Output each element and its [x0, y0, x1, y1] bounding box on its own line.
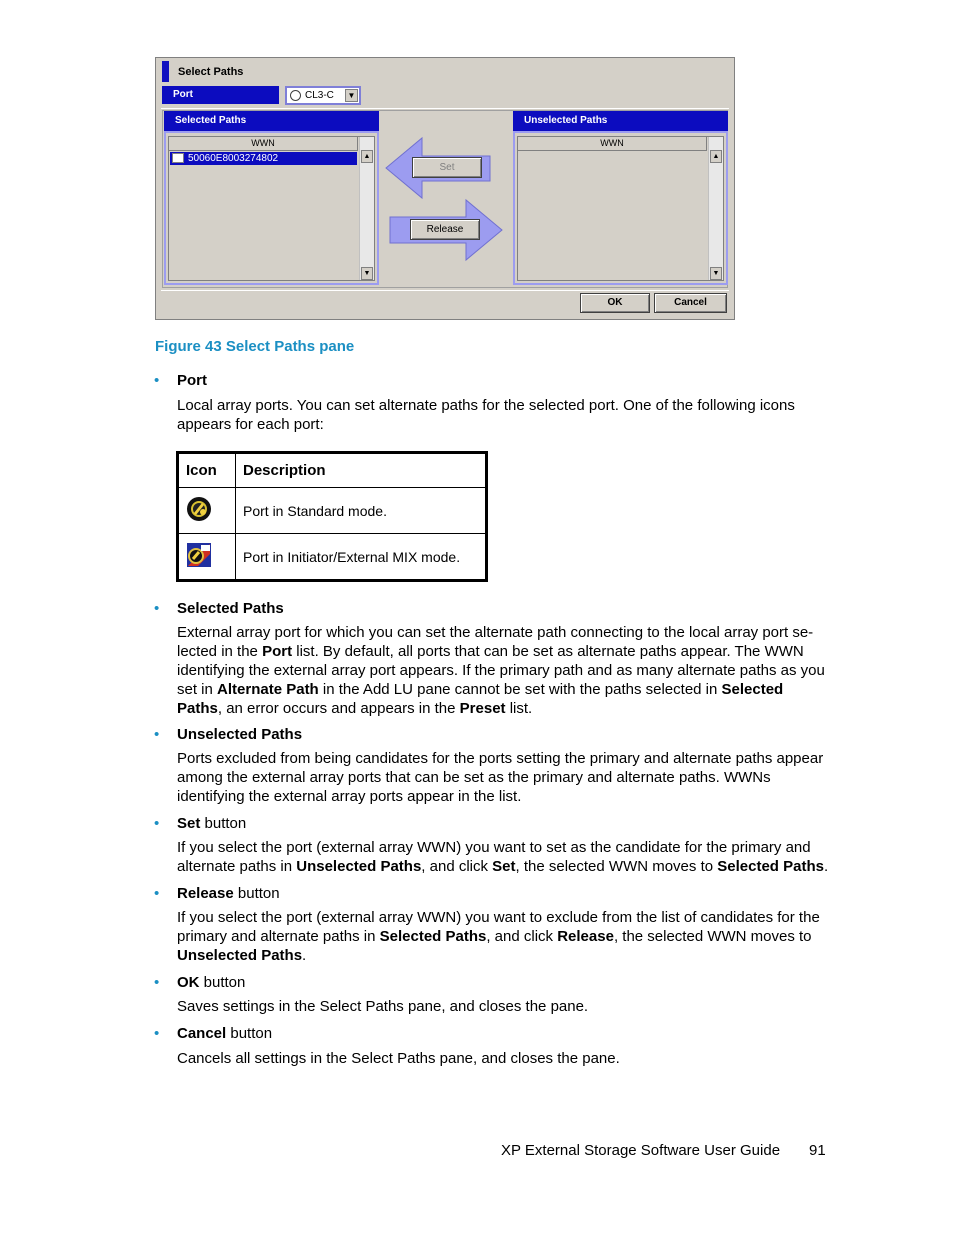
bullet-icon: •: [154, 974, 160, 991]
move-controls: [382, 113, 506, 285]
unselected-paths-body: [513, 131, 728, 285]
set-button[interactable]: Set: [412, 157, 482, 178]
select-paths-figure: [155, 57, 735, 320]
release-term: Release button: [177, 885, 280, 902]
scroll-up-icon[interactable]: ▲: [361, 150, 373, 163]
list-item[interactable]: [170, 152, 357, 165]
chevron-down-icon[interactable]: ▼: [345, 89, 358, 102]
title-marker: [162, 61, 169, 82]
bullet-icon: •: [154, 815, 160, 832]
selected-paths-list[interactable]: [168, 136, 375, 281]
scroll-down-icon[interactable]: ▼: [710, 267, 722, 280]
selected-paths-panel: [164, 111, 379, 285]
footer-doc-title: XP External Storage Software User Guide: [501, 1142, 781, 1159]
release-button[interactable]: Release: [410, 219, 480, 240]
scroll-up-icon[interactable]: ▲: [710, 150, 722, 163]
standard-mode-description: Port in Standard mode.: [236, 488, 487, 534]
selected-paths-term: Selected Paths: [177, 600, 284, 617]
unselected-paths-panel: [513, 111, 728, 285]
port-description: Local array ports. You can set alternate paths for the selected port. One of the following icons appears for each port:: [177, 397, 795, 433]
set-term: Set button: [177, 815, 247, 832]
cancel-term: Cancel button: [177, 1025, 273, 1042]
port-icon: [172, 153, 184, 163]
bullet-icon: •: [154, 1025, 160, 1042]
divider: [161, 108, 729, 109]
port-dropdown[interactable]: [285, 86, 361, 105]
pane-title: Select Paths: [178, 66, 244, 78]
scroll-down-icon[interactable]: ▼: [361, 267, 373, 280]
standard-mode-port-icon: [178, 488, 236, 534]
ok-term: OK button: [177, 974, 246, 991]
unselected-paths-term: Unselected Paths: [177, 726, 303, 743]
arrow-graphics: [382, 113, 506, 285]
selected-paths-description: External array port for which you can set the alternate path connecting to the local array port se-lected in the Port list. By default, all ports that can be set as alternate paths appear. The WWN identifying the external array port appears. If the primary path and as many alternate paths as you set in Alternate Path in the Add LU pane cannot be set with the paths selected in Selected Paths, an error occurs and appears in the Preset list.: [177, 624, 825, 717]
selected-paths-header: Selected Paths: [164, 111, 379, 131]
mix-mode-port-icon: [178, 534, 236, 581]
cancel-button[interactable]: Cancel: [654, 293, 727, 313]
selected-wwn-column-header[interactable]: WWN: [169, 137, 358, 151]
figure-caption: Figure 43 Select Paths pane: [155, 338, 355, 355]
unselected-paths-header: Unselected Paths: [513, 111, 728, 131]
port-dropdown-value: CL3-C: [305, 90, 334, 101]
selected-paths-scrollbar[interactable]: [359, 137, 374, 280]
release-description: If you select the port (external array WWN) you want to exclude from the list of candidates for the primary and alternate paths in Selected Paths, and click Release, the selected WWN moves to Unselected Paths.: [177, 909, 820, 964]
table-row: [178, 488, 487, 534]
port-label: Port: [162, 86, 279, 104]
ok-description: Saves settings in the Select Paths pane, and closes the pane.: [177, 998, 589, 1015]
ok-button[interactable]: OK: [580, 293, 650, 313]
unselected-paths-list[interactable]: [517, 136, 724, 281]
port-icon-table: [176, 451, 488, 582]
unselected-paths-scrollbar[interactable]: [708, 137, 723, 280]
icon-column-header: Icon: [178, 453, 236, 488]
bullet-icon: •: [154, 600, 160, 617]
divider: [161, 290, 729, 291]
table-row: [178, 534, 487, 581]
wwn-value: 50060E8003274802: [188, 153, 279, 164]
table-header-row: [178, 453, 487, 488]
port-term: Port: [177, 372, 207, 389]
unselected-wwn-column-header[interactable]: WWN: [518, 137, 707, 151]
cancel-description: Cancels all settings in the Select Paths pane, and closes the pane.: [177, 1050, 620, 1067]
bullet-icon: •: [154, 372, 160, 389]
mix-mode-description: Port in Initiator/External MIX mode.: [236, 534, 487, 581]
selected-paths-body: [164, 131, 379, 285]
port-globe-icon: [290, 90, 301, 101]
description-column-header: Description: [236, 453, 487, 488]
set-description: If you select the port (external array WWN) you want to set as the candidate for the primary and alternate paths in Unselected Paths, and click Set, the selected WWN moves to Selected Paths.: [177, 839, 829, 875]
bullet-icon: •: [154, 885, 160, 902]
unselected-paths-description: Ports excluded from being candidates for the ports setting the primary and alternate paths appear among the external array ports that can be set as the primary and alternate paths. WWNs identifying the external array ports appear in the list.: [177, 750, 824, 805]
bullet-icon: •: [154, 726, 160, 743]
page-number: 91: [809, 1142, 826, 1159]
